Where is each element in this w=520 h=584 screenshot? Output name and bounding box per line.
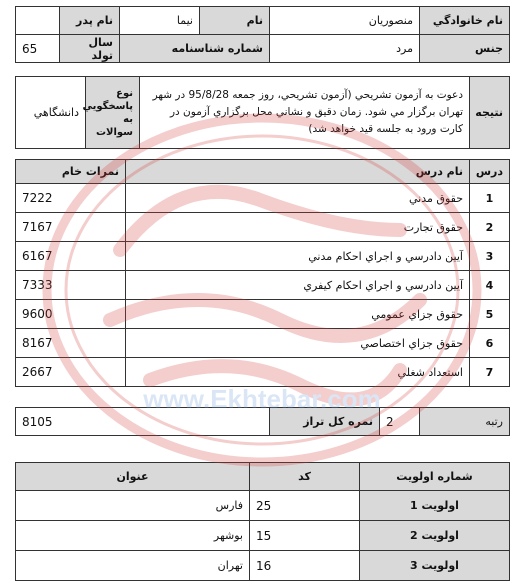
gender-value: مرد bbox=[270, 35, 420, 63]
course-number-header: درس bbox=[470, 160, 510, 184]
raw-score: 6167 bbox=[16, 242, 126, 271]
table-row bbox=[16, 300, 510, 329]
code-header: كد bbox=[250, 463, 360, 491]
course-name: حقوق مدني bbox=[126, 184, 470, 213]
course-number: 2 bbox=[470, 213, 510, 242]
table-row bbox=[16, 551, 510, 581]
table-row bbox=[16, 184, 510, 213]
rank-label: رتبه bbox=[420, 408, 510, 436]
total-score-label: نمره كل تراز bbox=[270, 408, 380, 436]
answer-type-value: دانشگاهي bbox=[16, 77, 86, 149]
priority-title: تهران bbox=[16, 551, 250, 581]
course-number: 7 bbox=[470, 358, 510, 387]
gender-label: جنس bbox=[420, 35, 510, 63]
course-name: آيين دادرسي و اجراي احكام مدني bbox=[126, 242, 470, 271]
birth-year-label: سال تولد bbox=[60, 35, 120, 63]
priority-number-header: شماره اولويت bbox=[360, 463, 510, 491]
rank-table bbox=[15, 407, 510, 436]
rank-value: 2 bbox=[380, 408, 420, 436]
raw-score: 7333 bbox=[16, 271, 126, 300]
answer-type-label: نوع پاسخگويي به سوالات bbox=[86, 77, 140, 149]
priority-number: اولويت 3 bbox=[360, 551, 510, 581]
table-row bbox=[16, 329, 510, 358]
priority-code: 15 bbox=[250, 521, 360, 551]
priority-title: بوشهر bbox=[16, 521, 250, 551]
courses-table bbox=[15, 159, 510, 387]
course-name: حقوق جزاي اختصاصي bbox=[126, 329, 470, 358]
first-name-value: نيما bbox=[120, 7, 200, 35]
course-name-header: نام درس bbox=[126, 160, 470, 184]
result-label: نتيجه bbox=[470, 77, 510, 149]
table-row bbox=[16, 242, 510, 271]
last-name-value: منصوريان bbox=[270, 7, 420, 35]
raw-score: 2667 bbox=[16, 358, 126, 387]
title-header: عنوان bbox=[16, 463, 250, 491]
watermark-text-en: www.Ekhtebar.com bbox=[143, 384, 381, 414]
table-row bbox=[16, 213, 510, 242]
birth-year-value: 65 bbox=[16, 35, 60, 63]
table-row bbox=[16, 491, 510, 521]
father-name-label: نام پدر bbox=[60, 7, 120, 35]
father-name-value bbox=[16, 7, 60, 35]
result-text: دعوت به آزمون تشريحي (آزمون تشريحي، روز جمعه 95/8/28 در شهر تهران برگزار مي شود. زمان دقيق و نشاني محل برگزاري آزمون در كارت ورود به جلسه قيد خواهد شد) bbox=[140, 77, 470, 149]
course-name: حقوق جزاي عمومي bbox=[126, 300, 470, 329]
table-row bbox=[16, 271, 510, 300]
raw-score: 7167 bbox=[16, 213, 126, 242]
raw-score-header: نمرات خام bbox=[16, 160, 126, 184]
priority-code: 25 bbox=[250, 491, 360, 521]
table-row bbox=[16, 358, 510, 387]
total-score-value: 8105 bbox=[16, 408, 270, 436]
priority-number: اولويت 2 bbox=[360, 521, 510, 551]
personal-info-table bbox=[15, 6, 510, 63]
priority-title: فارس bbox=[16, 491, 250, 521]
raw-score: 9600 bbox=[16, 300, 126, 329]
id-number-label: شماره شناسنامه bbox=[120, 35, 270, 63]
course-name: حقوق تجارت bbox=[126, 213, 470, 242]
course-number: 5 bbox=[470, 300, 510, 329]
course-name: استعداد شغلي bbox=[126, 358, 470, 387]
first-name-label: نام bbox=[200, 7, 270, 35]
course-number: 6 bbox=[470, 329, 510, 358]
result-table bbox=[15, 76, 510, 149]
raw-score: 7222 bbox=[16, 184, 126, 213]
course-number: 3 bbox=[470, 242, 510, 271]
priority-number: اولويت 1 bbox=[360, 491, 510, 521]
table-row bbox=[16, 521, 510, 551]
course-name: آيين دادرسي و اجراي احكام كيفري bbox=[126, 271, 470, 300]
priority-code: 16 bbox=[250, 551, 360, 581]
course-number: 4 bbox=[470, 271, 510, 300]
last-name-label: نام خانوادگي bbox=[420, 7, 510, 35]
course-number: 1 bbox=[470, 184, 510, 213]
priorities-table bbox=[15, 462, 510, 581]
raw-score: 8167 bbox=[16, 329, 126, 358]
